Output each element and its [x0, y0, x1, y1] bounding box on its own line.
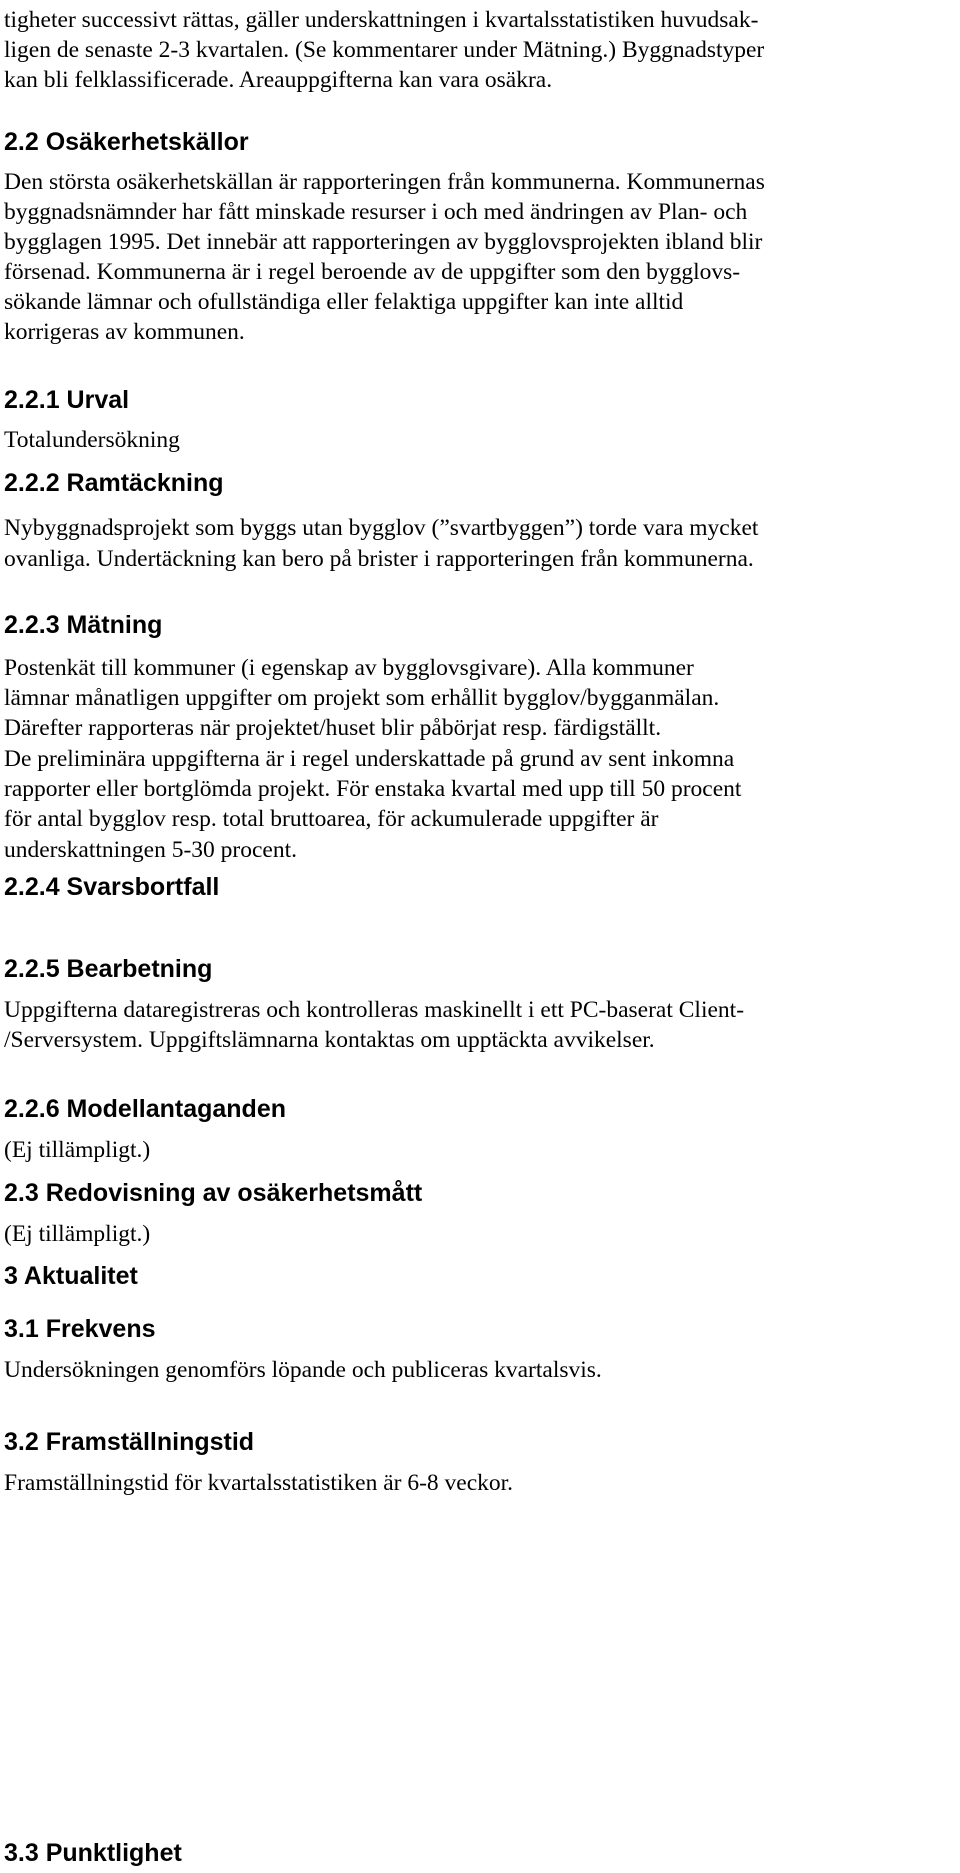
- body-text-line: Nybyggnadsprojekt som byggs utan bygglov (”svartbyggen”) torde vara mycket: [4, 515, 759, 541]
- body-text-line: försenad. Kommunerna är i regel beroende av de uppgifter som den bygglovs-: [4, 259, 741, 285]
- section-heading-2-2: 2.2 Osäkerhetskällor: [4, 128, 249, 156]
- body-text-line: korrigeras av kommunen.: [4, 319, 245, 345]
- body-text-line: underskattningen 5-30 procent.: [4, 837, 298, 863]
- body-text-line: (Ej tillämpligt.): [4, 1137, 151, 1163]
- section-heading-2-2-1: 2.2.1 Urval: [4, 386, 130, 414]
- body-text-line: sökande lämnar och ofullständiga eller felaktiga uppgifter kan inte alltid: [4, 289, 684, 315]
- section-heading-2-2-6: 2.2.6 Modellantaganden: [4, 1095, 287, 1123]
- section-heading-2-3: 2.3 Redovisning av osäkerhetsmått: [4, 1179, 423, 1207]
- body-text-line: rapporter eller bortglömda projekt. För enstaka kvartal med upp till 50 procent: [4, 776, 742, 802]
- body-text-line: Därefter rapporteras när projektet/huset blir påbörjat resp. färdigställt.: [4, 715, 662, 741]
- body-text-line: Totalundersökning: [4, 427, 180, 453]
- section-heading-2-2-4: 2.2.4 Svarsbortfall: [4, 873, 220, 901]
- body-text-line: Framställningstid för kvartalsstatistiken är 6-8 veckor.: [4, 1470, 514, 1496]
- body-text-line: tigheter successivt rättas, gäller underskattningen i kvartalsstatistiken huvudsak-: [4, 7, 759, 33]
- body-text-line: (Ej tillämpligt.): [4, 1221, 151, 1247]
- body-text-line: Undersökningen genomförs löpande och publiceras kvartalsvis.: [4, 1357, 602, 1383]
- section-heading-2-2-2: 2.2.2 Ramtäckning: [4, 469, 224, 497]
- body-text-line: bygglagen 1995. Det innebär att rapporteringen av bygglovsprojekten ibland blir: [4, 229, 763, 255]
- body-text-line: kan bli felklassificerade. Areauppgifterna kan vara osäkra.: [4, 67, 553, 93]
- section-heading-3-3: 3.3 Punktlighet: [4, 1839, 182, 1867]
- section-heading-2-2-5: 2.2.5 Bearbetning: [4, 955, 213, 983]
- body-text-line: lämnar månatligen uppgifter om projekt som erhållit bygglov/bygganmälan.: [4, 685, 720, 711]
- body-text-line: Postenkät till kommuner (i egenskap av bygglovsgivare). Alla kommuner: [4, 655, 694, 681]
- body-text-line: De preliminära uppgifterna är i regel underskattade på grund av sent inkomna: [4, 746, 735, 772]
- body-text-line: Den största osäkerhetskällan är rapporteringen från kommunerna. Kommunernas: [4, 169, 765, 195]
- section-heading-2-2-3: 2.2.3 Mätning: [4, 611, 163, 639]
- section-heading-3-1: 3.1 Frekvens: [4, 1315, 156, 1343]
- section-heading-3-2: 3.2 Framställningstid: [4, 1428, 255, 1456]
- body-text-line: ligen de senaste 2-3 kvartalen. (Se kommentarer under Mätning.) Byggnadstyper: [4, 37, 765, 63]
- body-text-line: /Serversystem. Uppgiftslämnarna kontaktas om upptäckta avvikelser.: [4, 1027, 655, 1053]
- body-text-line: ovanliga. Undertäckning kan bero på brister i rapporteringen från kommunerna.: [4, 546, 754, 572]
- body-text-line: byggnadsnämnder har fått minskade resurser i och med ändringen av Plan- och: [4, 199, 748, 225]
- body-text-line: Uppgifterna dataregistreras och kontrolleras maskinellt i ett PC-baserat Client-: [4, 997, 745, 1023]
- section-heading-3: 3 Aktualitet: [4, 1262, 138, 1290]
- body-text-line: för antal bygglov resp. total bruttoarea, för ackumulerade uppgifter är: [4, 806, 659, 832]
